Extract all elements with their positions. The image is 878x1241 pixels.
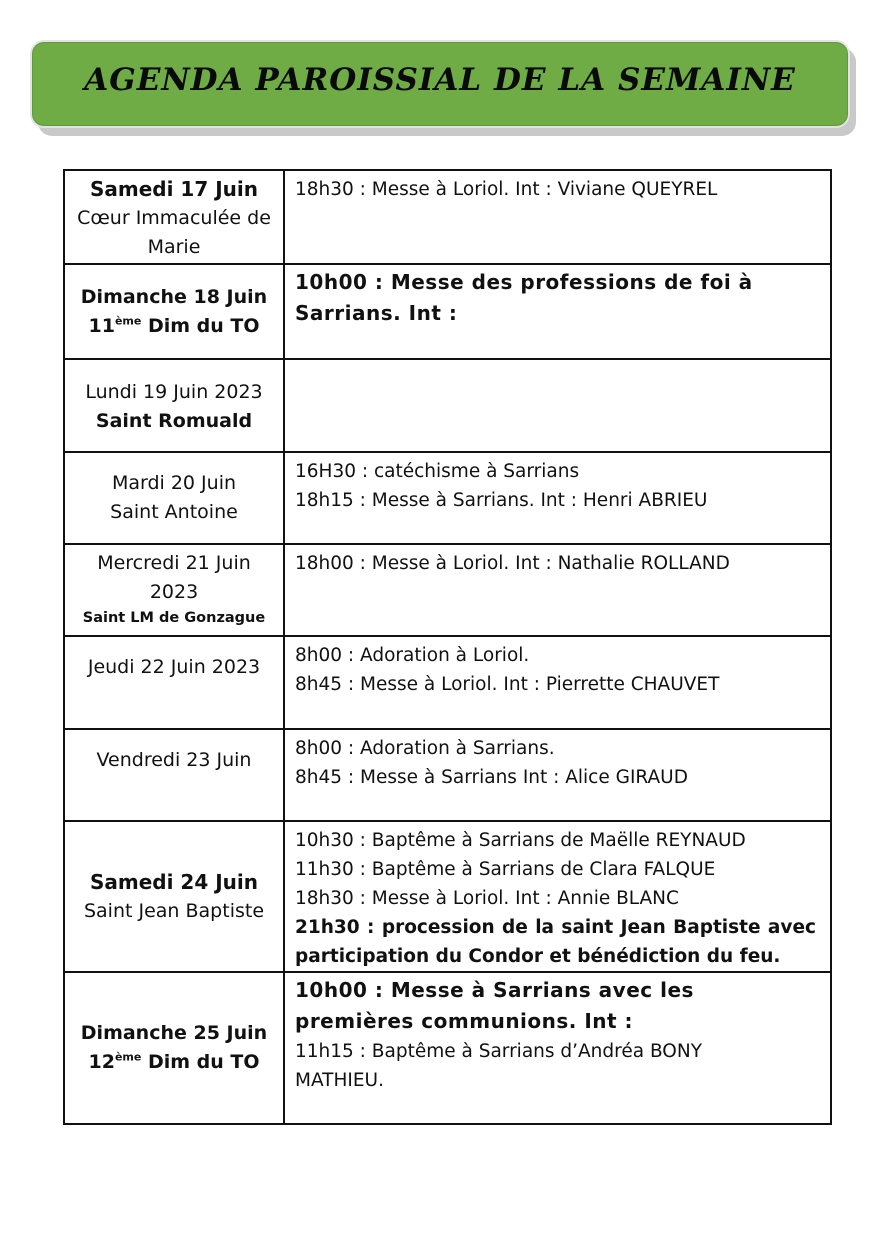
feast-label: Saint Jean Baptiste — [83, 899, 265, 922]
event-item: 18h00 : Messe à Loriol. Int : Nathalie ROLLAND — [295, 553, 730, 574]
agenda-row — [64, 636, 831, 729]
event-item: 10h00 : Messe à Sarrians avec les premières communions. Int : — [295, 978, 694, 1033]
event-item: 10h00 : Messe des professions de foi à Sarrians. Int : — [295, 270, 753, 325]
event-item: 18h30 : Messe à Loriol. Int : Annie BLANC — [295, 888, 679, 909]
events-cell — [284, 170, 831, 264]
event-item: 18h30 : Messe à Loriol. Int : Viviane QUEYREL — [295, 179, 718, 200]
day-label: Jeudi 22 Juin 2023 — [87, 656, 261, 678]
feast-label: Saint Romuald — [95, 410, 253, 432]
event-item: 11h15 : Baptême à Sarrians d’Andréa BONY MATHIEU. — [295, 1041, 703, 1091]
day-cell — [64, 636, 284, 729]
day-label: Mardi 20 Juin — [111, 472, 237, 494]
day-label: Mercredi 21 Juin 2023 — [97, 552, 251, 603]
agenda-row — [64, 821, 831, 972]
feast-label: Saint Antoine — [110, 501, 238, 523]
day-cell — [64, 359, 284, 452]
event-item: 8h00 : Adoration à Loriol. — [295, 645, 530, 666]
title-banner — [30, 40, 850, 128]
events-cell — [284, 544, 831, 636]
day-label: Dimanche 18 Juin — [80, 285, 268, 308]
agenda-row — [64, 972, 831, 1124]
event-item: 18h15 : Messe à Sarrians. Int : Henri ABRIEU — [295, 490, 708, 511]
feast-number: 12 — [88, 1051, 115, 1073]
events-cell — [284, 821, 831, 972]
feast-suffix: ème — [114, 314, 142, 328]
day-cell — [64, 972, 284, 1124]
agenda-row — [64, 170, 831, 264]
event-item: 10h30 : Baptême à Sarrians de Maëlle REYNAUD — [295, 830, 746, 851]
events-cell — [284, 636, 831, 729]
event-item: 21h30 : procession de la saint Jean Baptiste avec participation du Condor et bénédiction du feu. — [295, 917, 816, 967]
events-cell — [284, 729, 831, 821]
feast-suffix: ème — [114, 1050, 142, 1064]
event-item: 16H30 : catéchisme à Sarrians — [295, 461, 580, 482]
event-item: 8h45 : Messe à Loriol. Int : Pierrette CHAUVET — [295, 674, 720, 695]
event-item: 11h30 : Baptême à Sarrians de Clara FALQUE — [295, 859, 716, 880]
day-cell — [64, 170, 284, 264]
feast-label: Saint LM de Gonzague — [82, 610, 266, 626]
events-cell — [284, 452, 831, 544]
agenda-row — [64, 264, 831, 359]
events-cell — [284, 264, 831, 359]
day-cell — [64, 452, 284, 544]
feast-number: 11 — [88, 314, 115, 337]
day-cell — [64, 729, 284, 821]
page-title: AGENDA PAROISSIAL DE LA SEMAINE — [84, 62, 796, 98]
feast-label — [65, 312, 283, 341]
agenda-row — [64, 729, 831, 821]
day-label: Samedi 24 Juin — [89, 869, 258, 894]
event-item: 8h45 : Messe à Sarrians Int : Alice GIRAUD — [295, 767, 688, 788]
agenda-row — [64, 544, 831, 636]
day-label: Vendredi 23 Juin — [96, 749, 252, 771]
feast-rest: Dim du TO — [141, 1051, 260, 1073]
events-cell — [284, 359, 831, 452]
feast-rest: Dim du TO — [141, 314, 260, 337]
day-label: Lundi 19 Juin 2023 — [85, 381, 263, 403]
day-label: Samedi 17 Juin — [89, 177, 258, 201]
agenda-table — [63, 169, 832, 1125]
events-cell — [284, 972, 831, 1124]
feast-label — [65, 1048, 283, 1077]
agenda-row — [64, 359, 831, 452]
feast-label: Cœur Immaculée de Marie — [77, 207, 271, 258]
day-label: Dimanche 25 Juin — [80, 1022, 268, 1044]
event-item: 8h00 : Adoration à Sarrians. — [295, 738, 555, 759]
day-cell — [64, 821, 284, 972]
day-cell — [64, 544, 284, 636]
agenda-row — [64, 452, 831, 544]
day-cell — [64, 264, 284, 359]
